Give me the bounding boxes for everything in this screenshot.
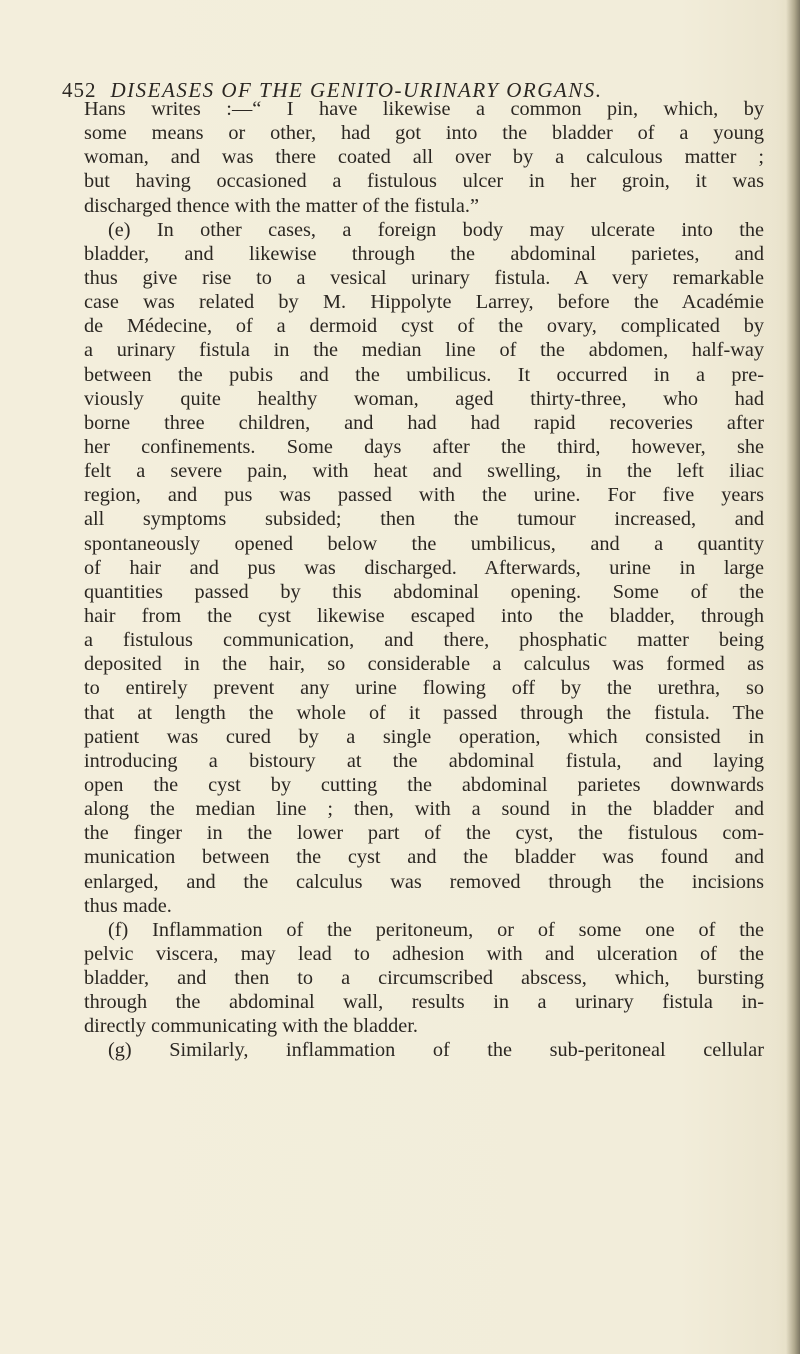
text-line: all symptoms subsided; then the tumour increased, and [84,508,764,531]
text-line: (f) Inflammation of the peritoneum, or of some one of the [108,918,764,941]
text-line: enlarged, and the calculus was removed through the incisions [84,870,764,893]
text-line: along the median line ; then, with a sound in the bladder and [84,798,764,821]
text-line: de Médecine, of a dermoid cyst of the ovary, complicated by [84,315,764,338]
text-line: borne three children, and had had rapid recoveries after [84,411,764,434]
text-line: that at length the whole of it passed through the fistula. The [84,701,764,724]
text-line: quantities passed by this abdominal opening. Some of the [84,580,764,603]
text-line: thus made. [84,894,172,917]
text-line: a urinary fistula in the median line of the abdomen, half-way [84,339,764,362]
text-line: between the pubis and the umbilicus. It occurred in a pre- [84,363,764,386]
text-line: patient was cured by a single operation, which consisted in [84,725,764,748]
text-line: bladder, and then to a circumscribed abscess, which, bursting [84,967,764,990]
text-line: felt a severe pain, with heat and swelling, in the left iliac [84,460,764,483]
text-line: woman, and was there coated all over by a calculous matter ; [84,146,764,169]
text-line: deposited in the hair, so considerable a calculus was formed as [84,653,764,676]
text-line: through the abdominal wall, results in a urinary fistula in- [84,991,764,1014]
text-line: (e) In other cases, a foreign body may ulcerate into the [108,218,764,241]
text-line: region, and pus was passed with the urine. For five years [84,484,764,507]
text-line: Hans writes :—“ I have likewise a common pin, which, by [84,98,764,120]
page-edge-shadow [786,0,800,1354]
text-line: discharged thence with the matter of the fistula.” [84,194,479,217]
text-line: some means or other, had got into the bladder of a young [84,122,764,145]
text-line: bladder, and likewise through the abdominal parietes, and [84,242,764,265]
text-line: directly communicating with the bladder. [84,1015,418,1038]
text-line: a fistulous communication, and there, phosphatic matter being [84,629,764,652]
running-title: DISEASES OF THE GENITO-URINARY ORGANS. [110,78,603,102]
text-line: pelvic viscera, may lead to adhesion with and ulceration of the [84,942,764,965]
text-line: (g) Similarly, inflammation of the sub-peritoneal cellular [108,1039,764,1062]
text-line: spontaneously opened below the umbilicus, and a quantity [84,532,764,555]
text-line: thus give rise to a vesical urinary fistula. A very remarkable [84,266,764,289]
body-text [84,97,764,1063]
text-line: but having occasioned a fistulous ulcer in her groin, it was [84,170,764,193]
text-line: to entirely prevent any urine flowing off by the urethra, so [84,677,764,700]
text-line: munication between the cyst and the bladder was found and [84,846,764,869]
text-line: of hair and pus was discharged. Afterwards, urine in large [84,556,764,579]
page-number: 452 [62,78,97,102]
text-line: open the cyst by cutting the abdominal parietes downwards [84,773,764,796]
text-line: the finger in the lower part of the cyst, the fistulous com- [84,822,764,845]
text-line: case was related by M. Hippolyte Larrey, before the Académie [84,291,764,314]
text-line: her confinements. Some days after the third, however, she [84,435,764,458]
text-line: hair from the cyst likewise escaped into the bladder, through [84,604,764,627]
text-line: viously quite healthy woman, aged thirty-three, who had [84,387,764,410]
text-line: introducing a bistoury at the abdominal fistula, and laying [84,749,764,772]
